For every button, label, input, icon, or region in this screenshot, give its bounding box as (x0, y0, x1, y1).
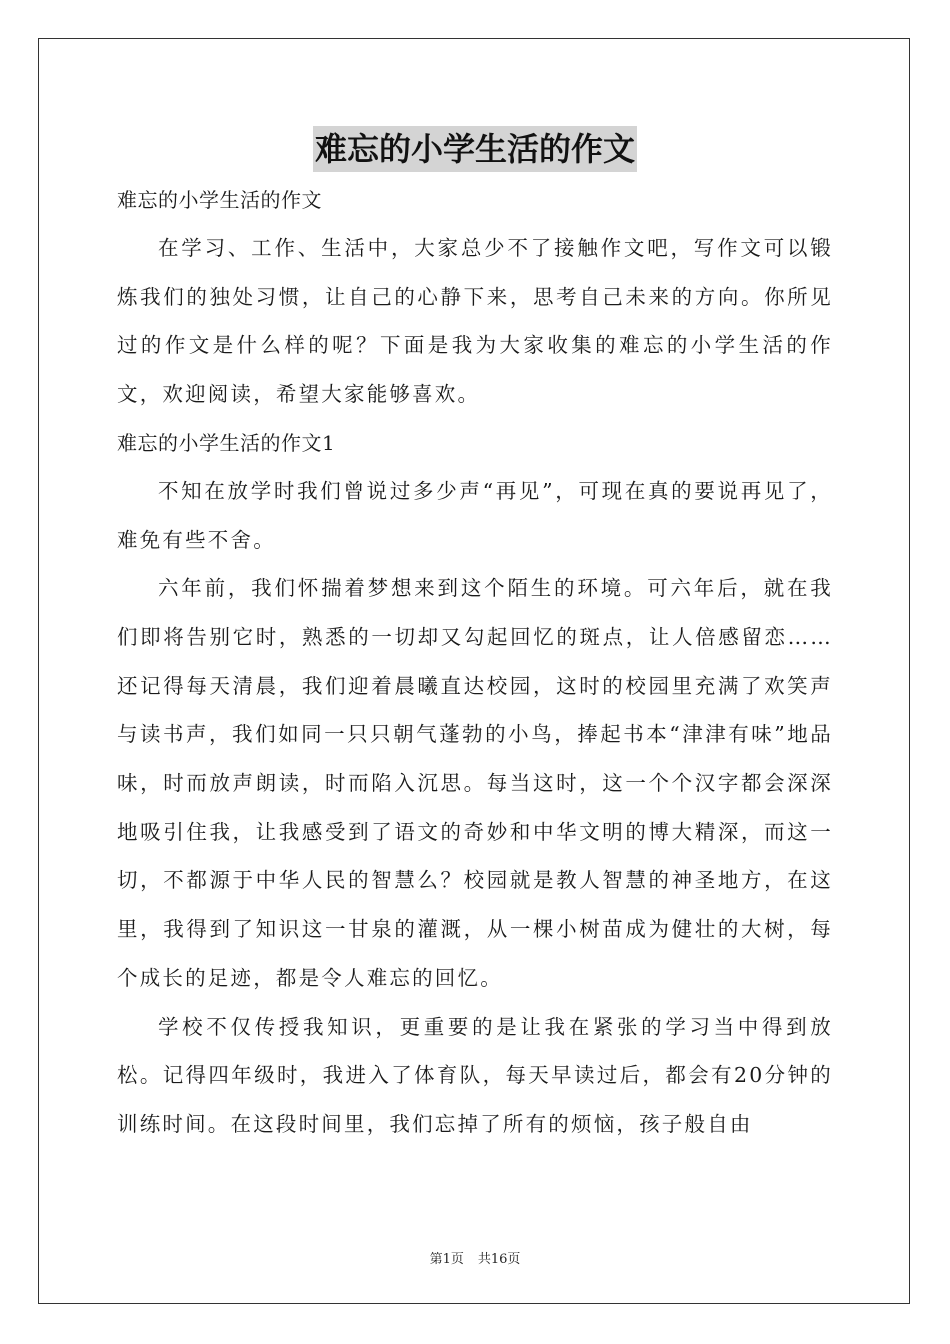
document-body (117, 176, 833, 1149)
intro-paragraph: 在学习、工作、生活中，大家总少不了接触作文吧，写作文可以锻炼我们的独处习惯，让自己的心静下来，思考自己未来的方向。你所见过的作文是什么样的呢？下面是我为大家收集的难忘的小学生活的作文，欢迎阅读，希望大家能够喜欢。 (117, 236, 833, 407)
subtitle: 难忘的小学生活的作文 (117, 188, 322, 212)
page-number: 第1页 (429, 1252, 464, 1267)
section-heading: 难忘的小学生活的作文1 (117, 430, 336, 455)
document-title: 难忘的小学生活的作文 (313, 126, 637, 172)
page-footer (0, 1248, 950, 1267)
body-paragraph: 学校不仅传授我知识，更重要的是让我在紧张的学习当中得到放松。记得四年级时，我进入了体育队，每天早读过后，都会有20分钟的训练时间。在这段时间里，我们忘掉了所有的烦恼，孩子般自由 (117, 1014, 833, 1136)
body-paragraph: 不知在放学时我们曾说过多少声“再见”，可现在真的要说再见了，难免有些不舍。 (117, 478, 833, 552)
body-paragraph: 六年前，我们怀揣着梦想来到这个陌生的环境。可六年后，就在我们即将告别它时，熟悉的一切却又勾起回忆的斑点，让人倍感留恋……还记得每天清晨，我们迎着晨曦直达校园，这时的校园里充满了欢笑声与读书声，我们如同一只只朝气蓬勃的小鸟，捧起书本“津津有味”地品味，时而放声朗读，时而陷入沉思。每当这时，这一个个汉字都会深深地吸引住我，让我感受到了语文的奇妙和中华文明的博大精深，而这一切，不都源于中华人民的智慧么？校园就是教人智慧的神圣地方，在这里，我得到了知识这一甘泉的灌溉，从一棵小树苗成为健壮的大树，每个成长的足迹，都是令人难忘的回忆。 (117, 576, 833, 990)
title-container (0, 126, 950, 172)
page-total: 共16页 (477, 1252, 521, 1267)
